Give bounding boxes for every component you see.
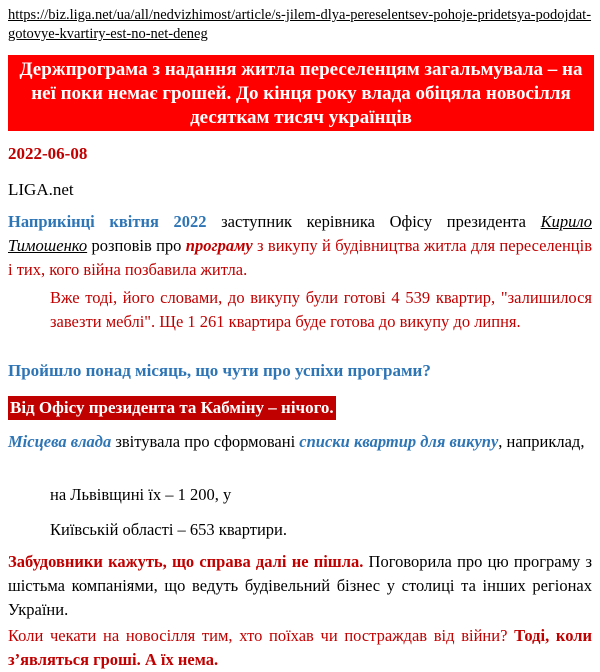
local-text-1: звітувала про сформовані [111, 432, 300, 451]
answer-highlight: Від Офісу президента та Кабміну – нічого. [8, 396, 336, 420]
paragraph-developers [8, 550, 592, 622]
program-emphasis: програму [185, 236, 253, 255]
local-text-2: , наприклад, [498, 432, 585, 451]
headline-banner: Держпрограма з надання житла переселенцям загальмувала – на неї поки немає грошей. До кінця року влада обіцяла новосілля десяткам тисяч українців [8, 55, 594, 131]
region-item: Київській області – 653 квартири. [50, 520, 287, 539]
paragraph-local-authorities [8, 430, 592, 454]
conclusion-emphasis: Тоді, коли з’являться гроші. А їх нема. [8, 626, 592, 669]
region-item: на Львівщині їх – 1 200, у [50, 485, 232, 504]
intro-text-2: розповів про [87, 236, 186, 255]
intro-lead: Наприкінці квітня 2022 [8, 212, 207, 231]
quote-paragraph: Вже тоді, його словами, до викупу були готові 4 539 квартир, "залишилося завезти меблі". Ще 1 261 квартира буде готова до викупу до липня. [50, 288, 592, 331]
source-name: LIGA.net [8, 180, 74, 199]
developers-text: Поговорила про цю програму з шістьма компаніями, що ведуть будівельний бізнес у столиці та інших регіонах України. [8, 552, 592, 619]
person-name-link[interactable]: Кирило Тимошенко [8, 212, 592, 255]
conclusion-question: Коли чекати на новосілля тим, хто поїхав чи постраждав від війни? [8, 626, 515, 645]
developers-emphasis: Забудовники кажуть, що справа далі не пішла. [8, 552, 364, 571]
source-url-link[interactable]: https://biz.liga.net/ua/all/nedvizhimost/article/s-jilem-dlya-pereselentsev-pohoje-pridetsya-podojdat-gotovye-kvartiry-est-no-net-deneg [8, 7, 592, 42]
lists-emphasis: списки квартир для викупу [299, 432, 499, 451]
local-authorities-emphasis: Місцева влада [8, 432, 112, 451]
article-date: 2022-06-08 [8, 144, 88, 163]
paragraph-intro [8, 210, 592, 282]
intro-text-1: заступник керівника Офісу президента [206, 212, 541, 231]
question-heading: Пройшло понад місяць, що чути про успіхи програми? [8, 361, 431, 380]
paragraph-conclusion [8, 624, 592, 672]
intro-text-3: з викупу й будівництва житла для переселенців і тих, кого війна позбавила житла. [8, 236, 593, 279]
